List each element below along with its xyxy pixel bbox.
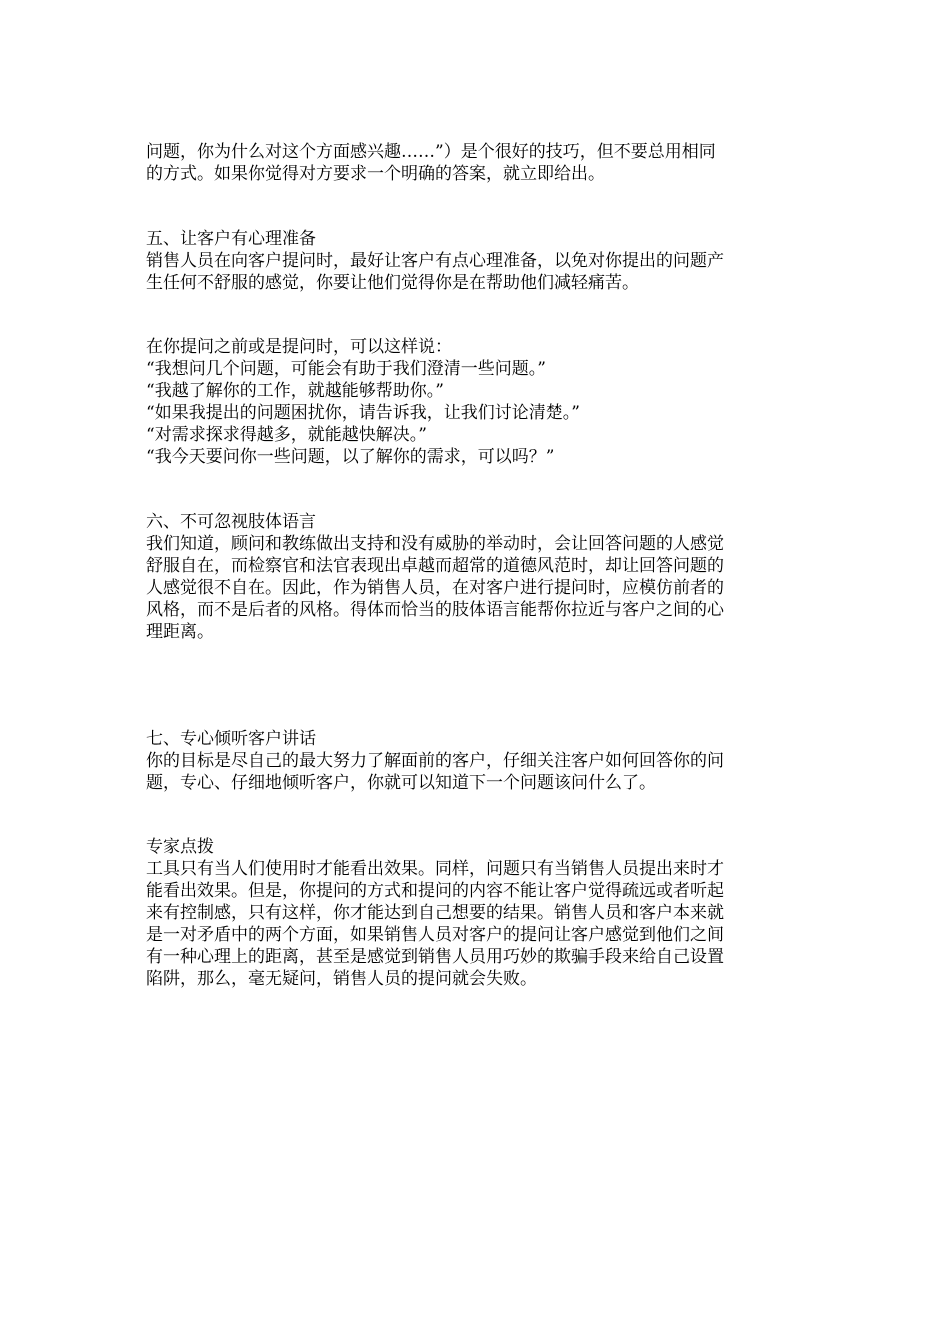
- section-heading: 七、专心倾听客户讲话: [146, 729, 316, 749]
- example-lead: 在你提问之前或是提问时，可以这样说：: [146, 337, 452, 357]
- paragraph-line: 是一对矛盾中的两个方面，如果销售人员对客户的提问让客户感觉到他们之间: [146, 925, 724, 945]
- section-6: [146, 511, 806, 643]
- spacer: [146, 643, 806, 728]
- paragraph-line: 理距离。: [146, 622, 214, 642]
- intro-paragraph: [146, 141, 806, 185]
- example-phrases: [146, 336, 806, 468]
- example-quote: “我想问几个问题，可能会有助于我们澄清一些问题。”: [146, 359, 546, 379]
- section-heading: 五、让客户有心理准备: [146, 229, 316, 249]
- example-quote: “对需求探求得越多，就能越快解决。”: [146, 425, 427, 445]
- section-5: [146, 228, 806, 294]
- spacer: [146, 185, 806, 228]
- section-heading: 专家点拨: [146, 837, 214, 857]
- example-quote: “我越了解你的工作，就越能够帮助你。”: [146, 381, 444, 401]
- expert-tips: [146, 836, 806, 990]
- paragraph-line: 工具只有当人们使用时才能看出效果。同样，问题只有当销售人员提出来时才: [146, 859, 724, 879]
- example-quote: “如果我提出的问题困扰你，请告诉我，让我们讨论清楚。”: [146, 403, 580, 423]
- example-quote: “我今天要问你一些问题，以了解你的需求，可以吗？”: [146, 447, 555, 467]
- paragraph-line: 销售人员在向客户提问时，最好让客户有点心理准备，以免对你提出的问题产: [146, 251, 724, 271]
- paragraph-line: 有一种心理上的距离，甚至是感觉到销售人员用巧妙的欺骗手段来给自己设置: [146, 947, 724, 967]
- paragraph-line: 问题，你为什么对这个方面感兴趣……”）是个很好的技巧，但不要总用相同: [146, 142, 716, 162]
- paragraph-line: 来有控制感，只有这样，你才能达到自己想要的结果。销售人员和客户本来就: [146, 903, 724, 923]
- paragraph-line: 生任何不舒服的感觉，你要让他们觉得你是在帮助他们减轻痛苦。: [146, 273, 639, 293]
- paragraph-line: 的方式。如果你觉得对方要求一个明确的答案，就立即给出。: [146, 164, 605, 184]
- document-page: [146, 141, 806, 990]
- paragraph-line: 风格，而不是后者的风格。得体而恰当的肢体语言能帮你拉近与客户之间的心: [146, 600, 724, 620]
- paragraph-line: 我们知道，顾问和教练做出支持和没有威胁的举动时，会让回答问题的人感觉: [146, 534, 724, 554]
- section-7: [146, 728, 806, 794]
- section-heading: 六、不可忽视肢体语言: [146, 512, 316, 532]
- paragraph-line: 陷阱，那么，毫无疑问，销售人员的提问就会失败。: [146, 969, 537, 989]
- spacer: [146, 468, 806, 511]
- paragraph-line: 舒服自在，而检察官和法官表现出卓越而超常的道德风范时，却让回答问题的: [146, 556, 724, 576]
- spacer: [146, 794, 806, 836]
- spacer: [146, 294, 806, 336]
- paragraph-line: 题，专心、仔细地倾听客户，你就可以知道下一个问题该问什么了。: [146, 773, 656, 793]
- paragraph-line: 你的目标是尽自己的最大努力了解面前的客户，仔细关注客户如何回答你的问: [146, 751, 724, 771]
- paragraph-line: 能看出效果。但是，你提问的方式和提问的内容不能让客户觉得疏远或者听起: [146, 881, 724, 901]
- paragraph-line: 人感觉很不自在。因此，作为销售人员，在对客户进行提问时，应模仿前者的: [146, 578, 724, 598]
